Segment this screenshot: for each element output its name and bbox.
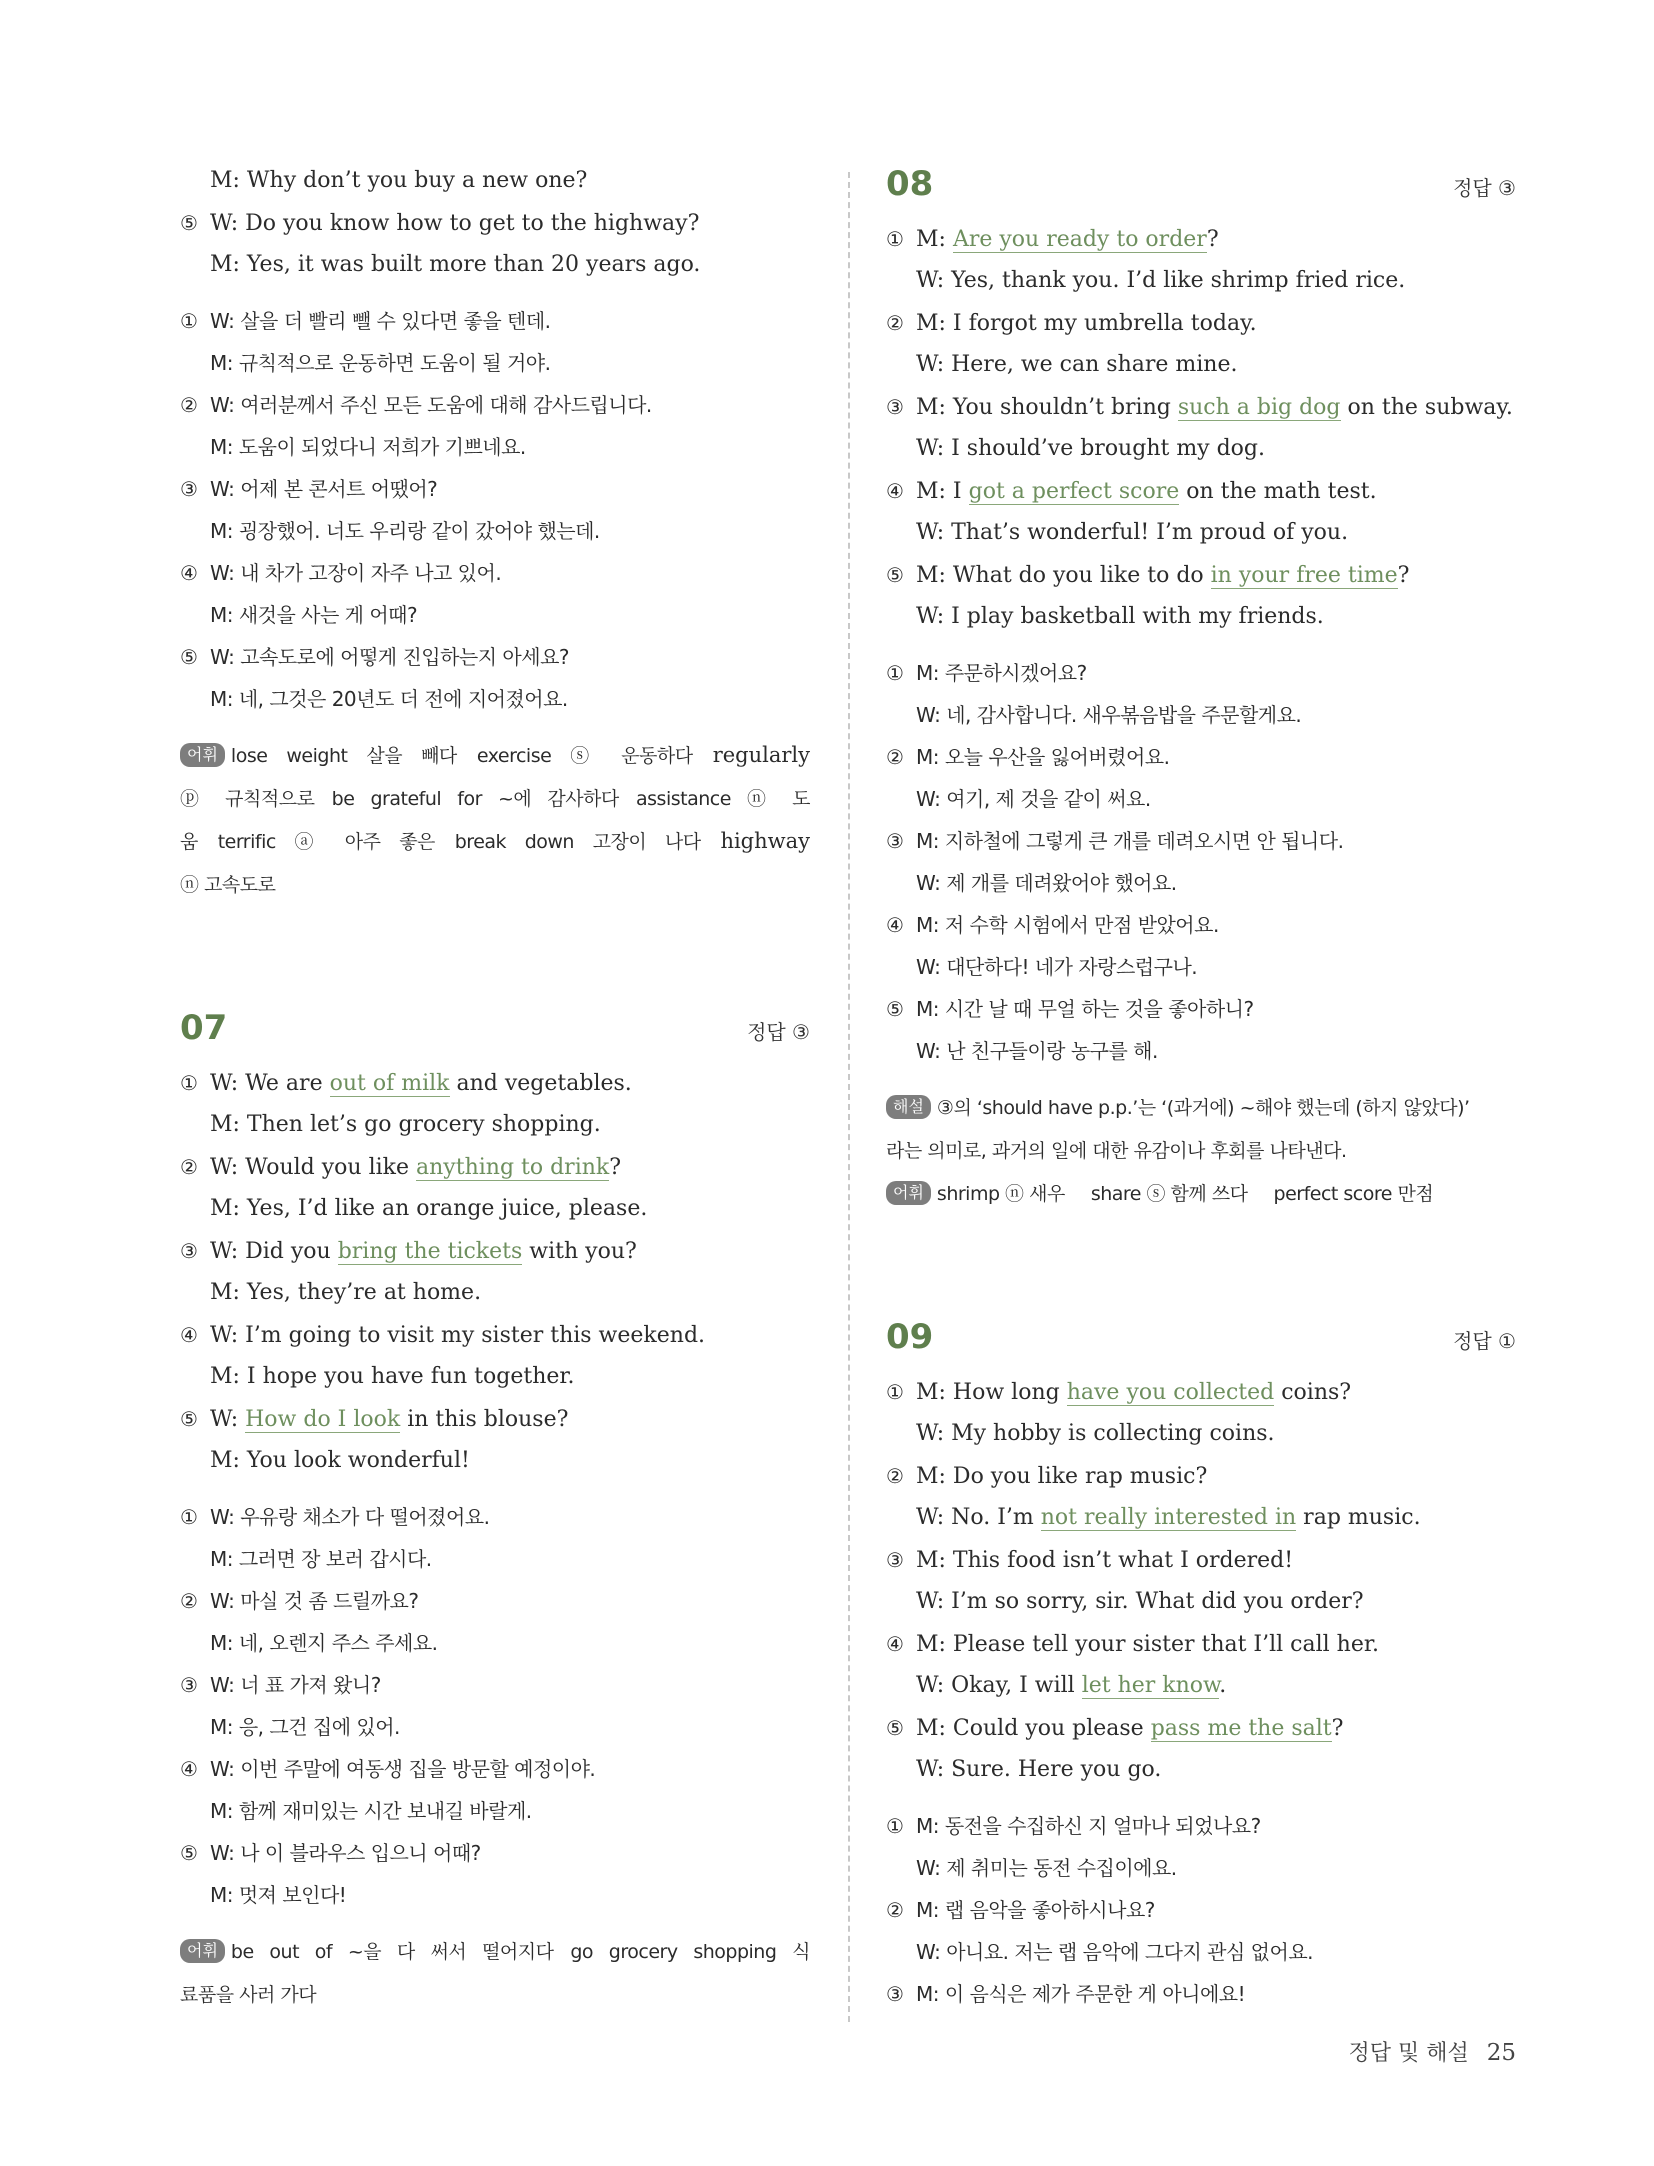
dialogue-line: ⑤ M: Could you please pass me the salt? [886, 1716, 1344, 1741]
section-08-header [886, 160, 1516, 216]
footer-label: 정답 및 해설 [1348, 2041, 1469, 2066]
section-number: 07 [180, 1008, 228, 1048]
dialogue-line: M: Yes, I’d like an orange juice, please. [210, 1196, 648, 1221]
dialogue-line: W: I’m so sorry, sir. What did you order? [916, 1589, 1364, 1614]
translation-line: W: 제 개를 데려왔어야 했어요. [916, 871, 1177, 895]
highlight: have you collected [1066, 1380, 1275, 1405]
translation-line: ⑤ W: 고속도로에 어떻게 진입하는지 아세요? [180, 645, 570, 669]
left-column [180, 160, 810, 2016]
translation-line: ① W: 살을 더 빨리 뺄 수 있다면 좋을 텐데. [180, 309, 551, 333]
translation-line: M: 응, 그건 집에 있어. [210, 1715, 400, 1739]
q08-english [886, 218, 1516, 638]
dialogue-line: W: Here, we can share mine. [916, 352, 1238, 377]
dialogue-line: W: Yes, thank you. I’d like shrimp fried rice. [916, 268, 1406, 293]
section-09-header [886, 1313, 1516, 1369]
highlight: not really interested in [1040, 1505, 1297, 1530]
translation-line: ② M: 랩 음악을 좋아하시나요? [886, 1898, 1155, 1922]
translation-line: M: 네, 오렌지 주스 주세요. [210, 1631, 438, 1655]
dialogue-line: ① M: How long have you collected coins? [886, 1380, 1352, 1405]
translation-line: ⑤ M: 시간 날 때 무얼 하는 것을 좋아하니? [886, 997, 1254, 1021]
highlight: How do I look [245, 1407, 401, 1432]
translation-line: ① M: 동전을 수집하신 지 얼마나 되었나요? [886, 1814, 1261, 1838]
translation-line: W: 아니요. 저는 랩 음악에 그다지 관심 없어요. [916, 1940, 1313, 1964]
translation-line: M: 굉장했어. 너도 우리랑 같이 갔어야 했는데. [210, 519, 600, 543]
dialogue-line: M: Yes, they’re at home. [210, 1280, 482, 1305]
q06-korean-translation [180, 300, 810, 720]
q08-explanation: 해설 ③의 ‘should have p.p.’는 ‘(과거에) ~해야 했는데 (하지 않았다)’ 라는 의미로, 과거의 일에 대한 유감이나 후회를 나타낸다. [886, 1097, 1470, 1162]
dialogue-line: ① W: We are out of milk and vegetables. [180, 1071, 632, 1096]
column-divider [848, 172, 850, 2022]
translation-line: ① M: 주문하시겠어요? [886, 661, 1087, 685]
translation-line: ③ W: 어제 본 콘서트 어땠어? [180, 477, 438, 501]
translation-line: M: 도움이 되었다니 저희가 기쁘네요. [210, 435, 526, 459]
dialogue-line: M: Why don’t you buy a new one? [210, 168, 588, 193]
dialogue-line: ① M: Are you ready to order? [886, 227, 1219, 252]
dialogue-line: ⑤ M: What do you like to do in your free time? [886, 563, 1410, 588]
dialogue-line: W: Okay, I will let her know. [916, 1673, 1227, 1698]
dialogue-line: ④ M: I got a perfect score on the math test. [886, 479, 1377, 504]
translation-line: M: 멋져 보인다! [210, 1883, 347, 1907]
translation-line: ③ M: 이 음식은 제가 주문한 게 아니에요! [886, 1982, 1246, 2006]
dialogue-line: W: That’s wonderful! I’m proud of you. [916, 520, 1349, 545]
right-column [886, 160, 1516, 2015]
translation-line: ① W: 우유랑 채소가 다 떨어졌어요. [180, 1505, 490, 1529]
dialogue-line: W: No. I’m not really interested in rap music. [916, 1505, 1421, 1530]
dialogue-line: M: I hope you have fun together. [210, 1364, 575, 1389]
dialogue-line: ⑤ W: Do you know how to get to the highway? [180, 211, 700, 236]
translation-line: ② W: 마실 것 좀 드릴까요? [180, 1589, 419, 1613]
section-07-header [180, 1004, 810, 1060]
translation-line: W: 여기, 제 것을 같이 써요. [916, 787, 1151, 811]
q06-vocabulary: 어휘 lose weight 살을 빼다 exercise ⓢ 운동하다 regularly ⓟ 규칙적으로 be grateful for ~에 감사하다 assistance ⓝ 도 움 terrific ⓐ 아주 좋은 break down 고장이 나다 highway ⓝ 고속도로 [180, 743, 811, 896]
translation-line: ④ W: 이번 주말에 여동생 집을 방문할 예정이야. [180, 1757, 596, 1781]
translation-line: W: 네, 감사합니다. 새우볶음밥을 주문할게요. [916, 703, 1302, 727]
dialogue-line: W: My hobby is collecting coins. [916, 1421, 1275, 1446]
dialogue-line: ③ M: You shouldn’t bring such a big dog on the subway. [886, 395, 1513, 420]
dialogue-line: M: Yes, it was built more than 20 years ago. [210, 252, 701, 277]
highlight: anything to drink [416, 1155, 610, 1180]
section-number: 09 [886, 1317, 934, 1357]
vocab-badge: 어휘 [886, 1181, 931, 1205]
translation-line: M: 네, 그것은 20년도 더 전에 지어졌어요. [210, 687, 568, 711]
translation-line: ② M: 오늘 우산을 잃어버렸어요. [886, 745, 1170, 769]
answer-label: 정답 ① [1453, 1329, 1516, 1353]
q07-english [180, 1062, 810, 1482]
dialogue-line: ④ M: Please tell your sister that I’ll call her. [886, 1632, 1379, 1657]
dialogue-line: ② W: Would you like anything to drink? [180, 1155, 622, 1180]
translation-line: ⑤ W: 나 이 블라우스 입으니 어때? [180, 1841, 481, 1865]
translation-line: ③ M: 지하철에 그렇게 큰 개를 데려오시면 안 됩니다. [886, 829, 1344, 853]
highlight: let her know [1081, 1673, 1220, 1698]
highlight: bring the tickets [337, 1239, 523, 1264]
dialogue-line: ③ M: This food isn’t what I ordered! [886, 1548, 1294, 1573]
dialogue-line: ⑤ W: How do I look in this blouse? [180, 1407, 569, 1432]
highlight: in your free time [1210, 563, 1398, 588]
dialogue-line: W: I play basketball with my friends. [916, 604, 1324, 629]
explanation-badge: 해설 [886, 1095, 931, 1119]
dialogue-line: M: Then let’s go grocery shopping. [210, 1112, 601, 1137]
answer-label: 정답 ③ [747, 1020, 810, 1044]
translation-line: W: 난 친구들이랑 농구를 해. [916, 1039, 1158, 1063]
translation-line: M: 새것을 사는 게 어때? [210, 603, 418, 627]
dialogue-line: ④ W: I’m going to visit my sister this weekend. [180, 1323, 706, 1348]
translation-line: ③ W: 너 표 가져 왔니? [180, 1673, 381, 1697]
page-footer [1348, 2036, 1516, 2067]
translation-line: ② W: 여러분께서 주신 모든 도움에 대해 감사드립니다. [180, 393, 652, 417]
translation-line: M: 규칙적으로 운동하면 도움이 될 거야. [210, 351, 551, 375]
section-number: 08 [886, 164, 934, 204]
q07-korean-translation [180, 1496, 810, 1916]
highlight: out of milk [329, 1071, 450, 1096]
dialogue-line: ② M: Do you like rap music? [886, 1464, 1208, 1489]
dialogue-line: ② M: I forgot my umbrella today. [886, 311, 1257, 336]
translation-line: ④ W: 내 차가 고장이 자주 나고 있어. [180, 561, 502, 585]
q09-english [886, 1371, 1516, 1791]
dialogue-line: M: You look wonderful! [210, 1448, 470, 1473]
translation-line: ④ M: 저 수학 시험에서 만점 받았어요. [886, 913, 1219, 937]
vocab-badge: 어휘 [180, 1939, 225, 1963]
dialogue-line: W: I should’ve brought my dog. [916, 436, 1266, 461]
translation-line: M: 그러면 장 보러 갑시다. [210, 1547, 432, 1571]
page-number: 25 [1486, 2040, 1516, 2066]
translation-line: W: 대단하다! 네가 자랑스럽구나. [916, 955, 1198, 979]
highlight: such a big dog [1177, 395, 1341, 420]
q06-english-tail [180, 160, 810, 286]
dialogue-line: W: Sure. Here you go. [916, 1757, 1162, 1782]
q07-vocabulary: 어휘 be out of ~을 다 써서 떨어지다 go grocery shopping 식 료품을 사러 가다 [180, 1941, 811, 2006]
q09-korean-translation [886, 1805, 1516, 2015]
highlight: Are you ready to order [952, 227, 1207, 252]
vocab-badge: 어휘 [180, 743, 225, 767]
highlight: pass me the salt [1150, 1716, 1332, 1741]
dialogue-line: ③ W: Did you bring the tickets with you? [180, 1239, 637, 1264]
highlight: got a perfect score [968, 479, 1180, 504]
answer-label: 정답 ③ [1453, 176, 1516, 200]
translation-line: M: 함께 재미있는 시간 보내길 바랄게. [210, 1799, 532, 1823]
q08-korean-translation [886, 652, 1516, 1072]
translation-line: W: 제 취미는 동전 수집이에요. [916, 1856, 1177, 1880]
q08-vocabulary: 어휘 shrimp ⓝ 새우 share ⓢ 함께 쓰다 perfect score 만점 [886, 1172, 1516, 1215]
